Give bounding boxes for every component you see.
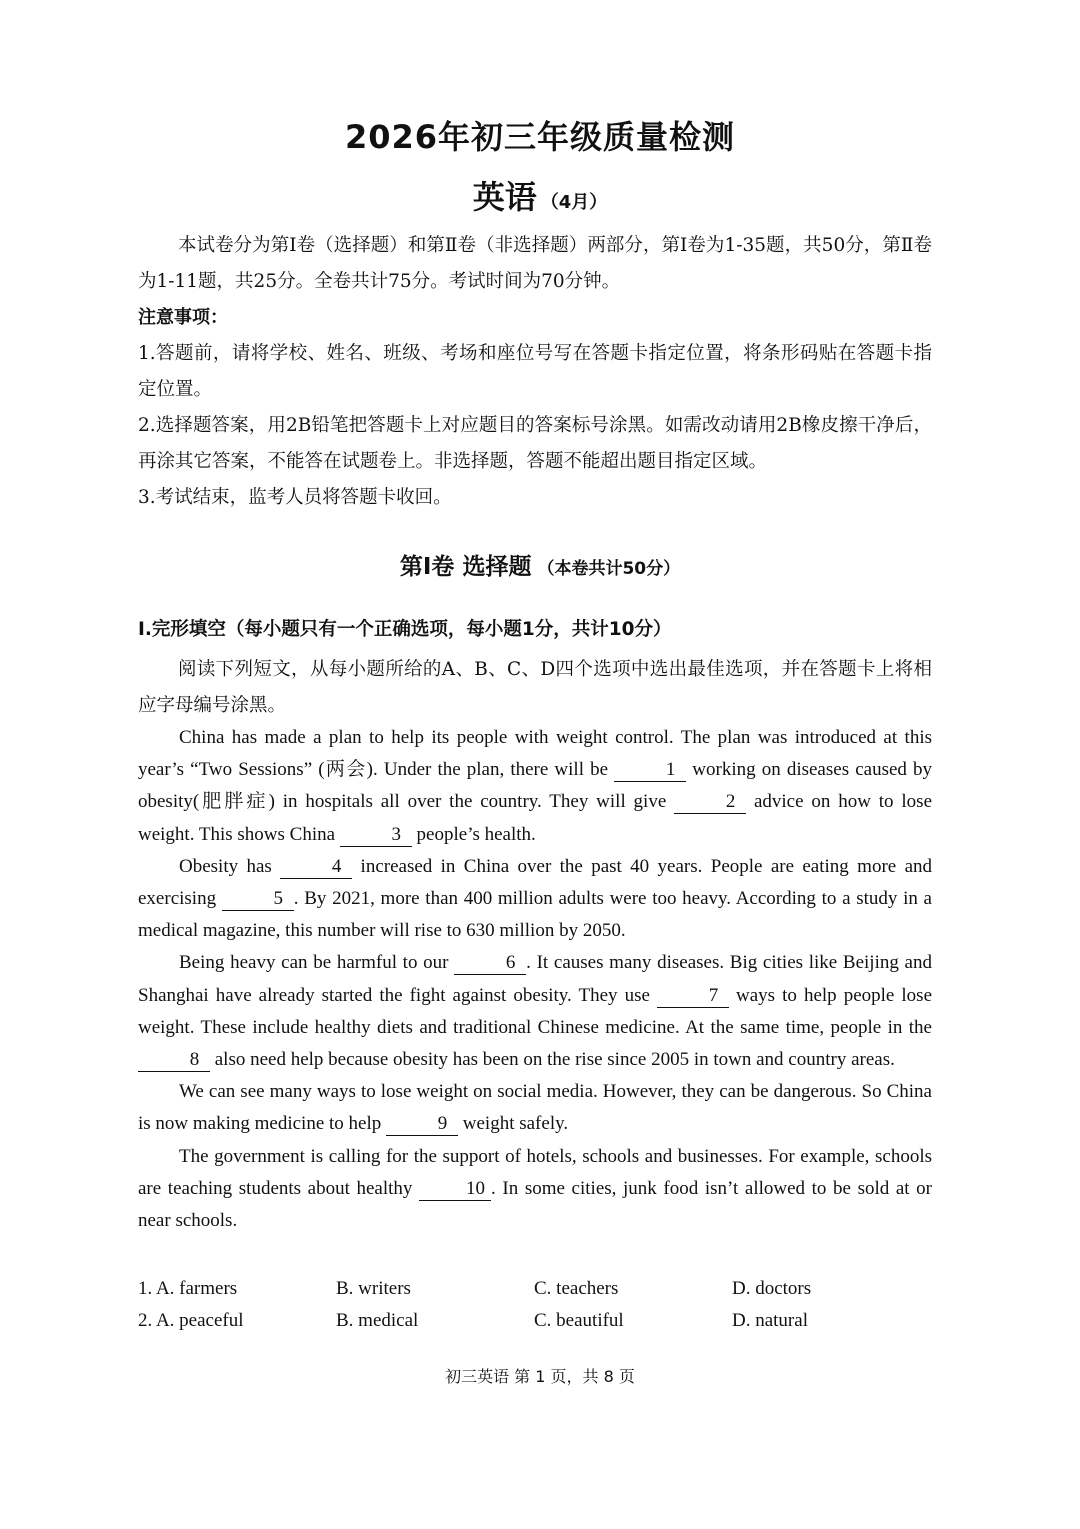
section-note: （本卷共计50分）: [537, 559, 681, 579]
exam-intro: 本试卷分为第Ⅰ卷（选择题）和第Ⅱ卷（非选择题）两部分，第Ⅰ卷为1-35题，共50分，第Ⅱ卷为1-11题，共25分。全卷共计75分。考试时间为70分钟。: [138, 235, 932, 292]
note-item: 3.考试结束，监考人员将答题卡收回。: [138, 487, 452, 508]
passage-paragraph: [138, 851, 932, 948]
blank-4: 4: [280, 856, 352, 879]
blank-8: 8: [138, 1049, 210, 1072]
page-footer: 初三英语 第 1 页，共 8 页: [445, 1367, 635, 1386]
passage-text: advice on how to lose weight. This shows China: [138, 791, 933, 845]
passage-text: . By 2021, more than 400 million adults were too heavy. According to a study in a medical magazine, this number will rise to 630 million by 2050.: [138, 888, 932, 942]
cloze-passage: [138, 722, 932, 1237]
passage-text: people’s health.: [411, 823, 536, 845]
option: D. natural: [732, 1310, 808, 1331]
exam-title: 2026年初三年级质量检测: [344, 118, 736, 156]
blank-3: 3: [340, 824, 412, 847]
passage-paragraph: [138, 947, 932, 1076]
passage-text: China has made a plan to help its people with weight control. The plan was introduced at this year’s “Two Sessions” (两会). Under the plan, there will be: [138, 727, 932, 781]
subject-name: 英语: [472, 178, 537, 216]
passage-text: The government is calling for the support of hotels, schools and businesses. For example, schools are teaching students about healthy: [138, 1145, 932, 1199]
option: 1. A. farmers: [138, 1278, 238, 1299]
option: D. doctors: [732, 1278, 812, 1299]
blank-1: 1: [614, 759, 686, 782]
passage-text: working on diseases caused by obesity(肥胖症) in hospitals all over the country. They will give: [138, 759, 933, 813]
passage-paragraph: [138, 1141, 932, 1238]
notes-list: [138, 336, 932, 516]
passage-text: ways to help people lose weight. These include healthy diets and traditional Chinese medicine. At the same time, people in the: [138, 984, 933, 1038]
option-row: [138, 1273, 932, 1305]
passage-text: also need help because obesity has been on the rise since 2005 in town and country areas.: [210, 1049, 895, 1071]
passage-text: We can see many ways to lose weight on social media. However, they can be dangerous. So China is now making medicine to help: [138, 1081, 932, 1135]
option: C. teachers: [534, 1278, 619, 1299]
section-heading: [0, 548, 1080, 581]
note-item: 1.答题前，请将学校、姓名、班级、考场和座位号写在答题卡指定位置，将条形码贴在答题卡指定位置。: [138, 343, 932, 400]
option-row: [138, 1305, 932, 1337]
exam-month: （4月）: [540, 192, 608, 213]
passage-text: increased in China over the past 40 years. People are eating more and exercising: [138, 855, 932, 910]
part1-heading: I.完形填空（每小题只有一个正确选项，每小题1分，共计10分）: [138, 619, 672, 640]
passage-text: Obesity has: [179, 855, 281, 877]
passage-text: . It causes many diseases. Big cities like Beijing and Shanghai have already started the fight against obesity. They use: [138, 952, 932, 1006]
notes-heading: 注意事项：: [138, 307, 228, 328]
section-title: 第Ⅰ卷 选择题: [399, 554, 532, 580]
passage-paragraph: [138, 722, 932, 851]
note-item: 2.选择题答案，用2B铅笔把答题卡上对应题目的答案标号涂黑。如需改动请用2B橡皮擦干净后，再涂其它答案，不能答在试题卷上。非选择题，答题不能超出题目指定区域。: [138, 415, 932, 472]
blank-5: 5: [222, 888, 294, 911]
option: B. writers: [336, 1278, 411, 1299]
option: 2. A. peaceful: [138, 1310, 244, 1331]
passage-text: Being heavy can be harmful to our: [179, 952, 455, 974]
passage-text: weight safely.: [458, 1113, 569, 1135]
part1-instruction: 阅读下列短文，从每小题所给的A、B、C、D四个选项中选出最佳选项，并在答题卡上将相应字母编号涂黑。: [138, 659, 932, 716]
blank-2: 2: [674, 791, 746, 814]
subject-heading: [0, 172, 1080, 218]
blank-6: 6: [454, 952, 526, 975]
blank-9: 9: [386, 1113, 458, 1136]
passage-text: . In some cities, junk food isn’t allowed to be sold at or near schools.: [138, 1177, 933, 1232]
option: C. beautiful: [534, 1310, 624, 1331]
answer-options: [138, 1273, 932, 1337]
blank-10: 10: [419, 1178, 491, 1201]
passage-paragraph: [138, 1076, 932, 1140]
blank-7: 7: [657, 985, 729, 1008]
option: B. medical: [336, 1310, 419, 1331]
